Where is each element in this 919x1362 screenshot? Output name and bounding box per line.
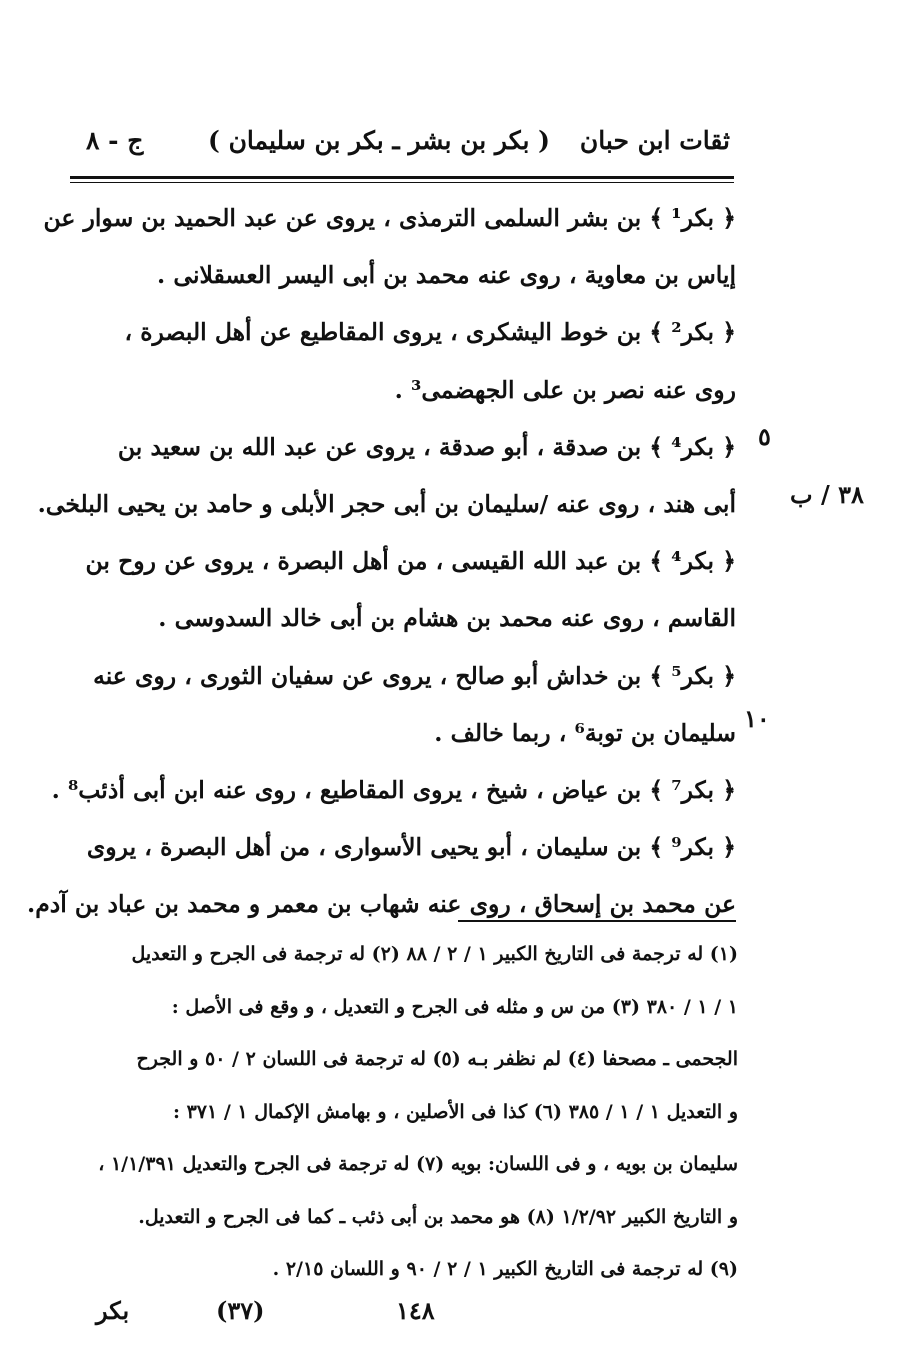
footnote-line: و التعديل ١ / ١ / ٣٨٥ (٦) كذا فى الأصلين ، و بهامش الإكمال ١ / ٣٧١ : [172, 1100, 738, 1123]
text-line: القاسم ، روى عنه محمد بن هشام بن أبى خالد السدوسى . [158, 604, 736, 633]
text-line: روى عنه نصر بن على الجهضمى³ . [394, 375, 736, 404]
text-line: ﴿ بكر⁴ ﴾ بن صدقة ، أبو صدقة ، يروى عن عبد الله بن سعيد بن [117, 432, 736, 461]
running-header [80, 118, 730, 172]
line-number-10: ١٠ [744, 704, 770, 733]
footnotes [78, 928, 738, 1296]
footnote-line: (٩) له ترجمة فى التاريخ الكبير ١ / ٢ / ٩٠ و اللسان ٢/١٥ . [272, 1258, 738, 1280]
text-line: سليمان بن توبة⁶ ، ربما خالف . [434, 718, 736, 747]
catchword: بكر [96, 1296, 130, 1325]
volume-label: ج - ٨ [86, 126, 144, 155]
text-line: إياس بن معاوية ، روى عنه محمد بن أبى اليسر العسقلانى . [157, 261, 736, 290]
main-text [27, 190, 736, 933]
text-line: ﴿ بكر⁹ ﴾ بن سليمان ، أبو يحيى الأسوارى ، من أهل البصرة ، يروى [86, 833, 736, 862]
page-number: ١٤٨ [396, 1296, 435, 1325]
section-range: ( بكر بن بشر ـ بكر بن سليمان ) [208, 126, 550, 155]
text-line: ﴿ بكر¹ ﴾ بن بشر السلمى الترمذى ، يروى عن عبد الحميد بن سوار عن [43, 204, 736, 232]
text-line: ﴿ بكر² ﴾ بن خوط اليشكرى ، يروى المقاطيع عن أهل البصرة ، [124, 318, 736, 347]
text-line: أبى هند ، روى عنه /سليمان بن أبى حجر الأبلى و حامد بن يحيى البلخى. [37, 489, 736, 518]
footnote-line: سليمان بن بويه ، و فى اللسان: بويه (٧) له ترجمة فى الجرح والتعديل ١/١/٣٩١ ، [98, 1153, 738, 1175]
footnote-line: ١ / ١ / ٣٨٠ (٣) من س و مثله فى الجرح و التعديل ، و وقع فى الأصل : [171, 995, 738, 1018]
footnote-rule [458, 920, 736, 922]
footnote-line: الجحمى ـ مصحفا (٤) لم نظفر بـه (٥) له ترجمة فى اللسان ٢ / ٥٠ و الجرح [136, 1048, 738, 1070]
footnote-line: (١) له ترجمة فى التاريخ الكبير ١ / ٢ / ٨٨ (٢) له ترجمة فى الجرح و التعديل [131, 943, 738, 965]
book-title: ثقات ابن حبان [579, 126, 730, 155]
text-line: ﴿ بكر⁴ ﴾ بن عبد الله القيسى ، من أهل البصرة ، يروى عن روح بن [85, 547, 736, 576]
line-number-5: ٥ [758, 422, 771, 451]
footnote-line: و التاريخ الكبير ١/٢/٩٢ (٨) هو محمد بن أبى ذئب ـ كما فى الجرح و التعديل. [138, 1205, 738, 1228]
text-line: ﴿ بكر⁷ ﴾ بن عياض ، شيخ ، يروى المقاطيع ، روى عنه ابن أبى أذئب⁸ . [51, 775, 736, 804]
entry-count: (٣٧) [216, 1296, 265, 1325]
header-rule-thick [70, 176, 734, 179]
text-line: عن محمد بن إسحاق ، روى عنه شهاب بن معمر و محمد بن عباد بن آدم. [27, 890, 736, 919]
header-rule-thin [70, 182, 734, 183]
folio-marker: ٣٨ / ب [790, 480, 864, 509]
text-line: ﴿ بكر⁵ ﴾ بن خداش أبو صالح ، يروى عن سفيان الثورى ، روى عنه [93, 661, 736, 690]
